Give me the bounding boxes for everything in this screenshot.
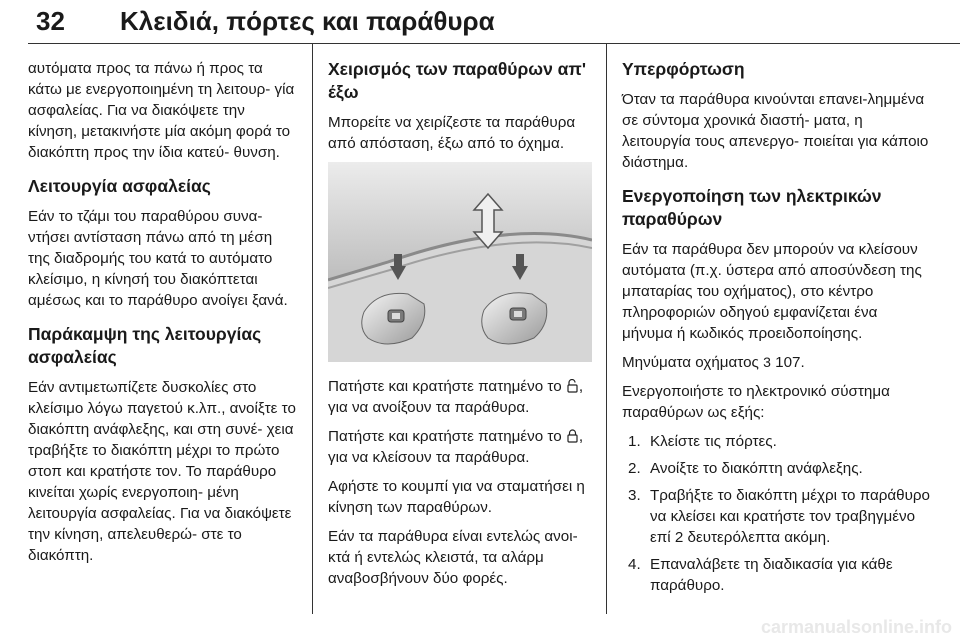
step-text: Επαναλάβετε τη διαδικασία για κάθε παράθυρο.	[650, 556, 893, 594]
list-item	[622, 458, 932, 479]
list-item	[622, 554, 932, 596]
step-number: 1.	[628, 433, 641, 450]
page-reference-number[interactable]: 107.	[775, 354, 805, 371]
open-instruction-suffix: , για να ανοίξουν τα παράθυρα.	[328, 378, 584, 416]
safety-function-heading: Λειτουργία ασφαλείας	[28, 176, 211, 196]
safety-override-heading: Παράκαμψη της λειτουργίας ασφαλείας	[28, 324, 262, 367]
step-number: 2.	[628, 460, 641, 477]
column-2	[328, 58, 596, 597]
activate-procedure-intro: Ενεργοποιήστε το ηλεκτρονικό σύστημα παραθύρων ως εξής:	[622, 383, 890, 421]
watermark: carmanualsonline.info	[760, 617, 952, 637]
page-number: 32	[36, 6, 65, 36]
open-windows-instruction	[328, 376, 596, 418]
key-window-drawing	[328, 162, 592, 362]
step-text: Τραβήξτε το διακόπτη μέχρι το παράθυρο να κλείσει και κρατήστε τον τραβηγμένο επί 2 δευτερόλεπτα ακόμη.	[650, 487, 930, 546]
header-divider	[28, 43, 960, 44]
list-item	[622, 431, 932, 452]
open-instruction-text: Πατήστε και κρατήστε πατημένο το	[328, 378, 562, 395]
overload-paragraph: Όταν τα παράθυρα κινούνται επανει-λημμένα σε σύντομα χρονικά διαστή- ματα, η λειτουργία τους απενεργο- ποιείται για κάποιο διάστημα.	[622, 91, 929, 171]
activate-windows-paragraph: Εάν τα παράθυρα δεν μπορούν να κλείσουν αυτόματα (π.χ. ύστερα από αποσύνδεση της μπαταρίας του οχήματος), στο κέντρο πληροφοριών οδηγού εμφανίζεται ένα μήνυμα ή κωδικός προειδοποίησης.	[622, 241, 922, 342]
column-divider-1	[312, 44, 313, 614]
column-3	[622, 58, 932, 602]
column-1	[28, 58, 298, 574]
step-number: 4.	[628, 556, 641, 573]
remote-key-illustration	[328, 162, 592, 362]
activate-windows-heading: Ενεργοποίηση των ηλεκτρικών παραθύρων	[622, 186, 882, 229]
activation-steps-list	[622, 431, 932, 596]
close-instruction-suffix: , για να κλείσουν τα παράθυρα.	[328, 428, 584, 466]
page-reference-arrow-icon: 3	[763, 354, 771, 370]
column-divider-2	[606, 44, 607, 614]
remote-operation-paragraph: Μπορείτε να χειρίζεστε τα παράθυρα από απόσταση, έξω από το όχημα.	[328, 114, 576, 152]
release-button-paragraph: Αφήστε το κουμπί για να σταματήσει η κίνηση των παραθύρων.	[328, 478, 585, 516]
page-title: Κλειδιά, πόρτες και παράθυρα	[120, 6, 495, 36]
vehicle-messages-text: Μηνύματα οχήματος	[622, 354, 759, 371]
lock-icon	[567, 429, 578, 443]
step-text: Κλείστε τις πόρτες.	[650, 433, 777, 450]
safety-override-paragraph: Εάν αντιμετωπίζετε δυσκολίες στο κλείσιμο λόγω παγετού κ.λπ., ανοίξτε το διακόπτη ανάφλεξης, και στη συνέ- χεια τραβήξτε το διακόπτη μέχρι το πρώτο στοπ και κρατήστε τον. Το παράθυρο κινείται χωρίς ενεργοποιη- μένη λειτουργία ασφαλείας. Για να διακόψετε την κίνηση, απελευθερώ- στε το διακόπτη.	[28, 379, 296, 564]
close-instruction-text: Πατήστε και κρατήστε πατημένο το	[328, 428, 562, 445]
close-windows-instruction	[328, 426, 596, 468]
overload-heading: Υπερφόρτωση	[622, 59, 745, 79]
intro-paragraph: αυτόματα προς τα πάνω ή προς τα κάτω με ενεργοποιημένη τη λειτουρ- γία ασφαλείας. Για να διακόψετε την κίνηση, μετακινήστε μία ακόμη φορά το διακόπτη προς την ίδια κατεύ- θυνση.	[28, 60, 295, 161]
safety-function-paragraph: Εάν το τζάμι του παραθύρου συνα- ντήσει αντίσταση πάνω από τη μέση της διαδρομής του κατά το αυτόματο κλείσιμο, η κίνησή του διακόπτεται αμέσως και το παράθυρο ανοίγει ξανά.	[28, 208, 288, 309]
remote-operation-heading: Χειρισμός των παραθύρων απ' έξω	[328, 59, 586, 102]
page-header	[28, 0, 960, 44]
hazard-lights-paragraph: Εάν τα παράθυρα είναι εντελώς ανοι- κτά ή εντελώς κλειστά, τα αλάρμ αναβοσβήνουν δύο φορές.	[328, 528, 578, 587]
unlock-icon	[567, 379, 578, 393]
step-text: Ανοίξτε το διακόπτη ανάφλεξης.	[650, 460, 863, 477]
list-item	[622, 485, 932, 548]
vehicle-messages-reference	[622, 352, 932, 373]
step-number: 3.	[628, 487, 641, 504]
